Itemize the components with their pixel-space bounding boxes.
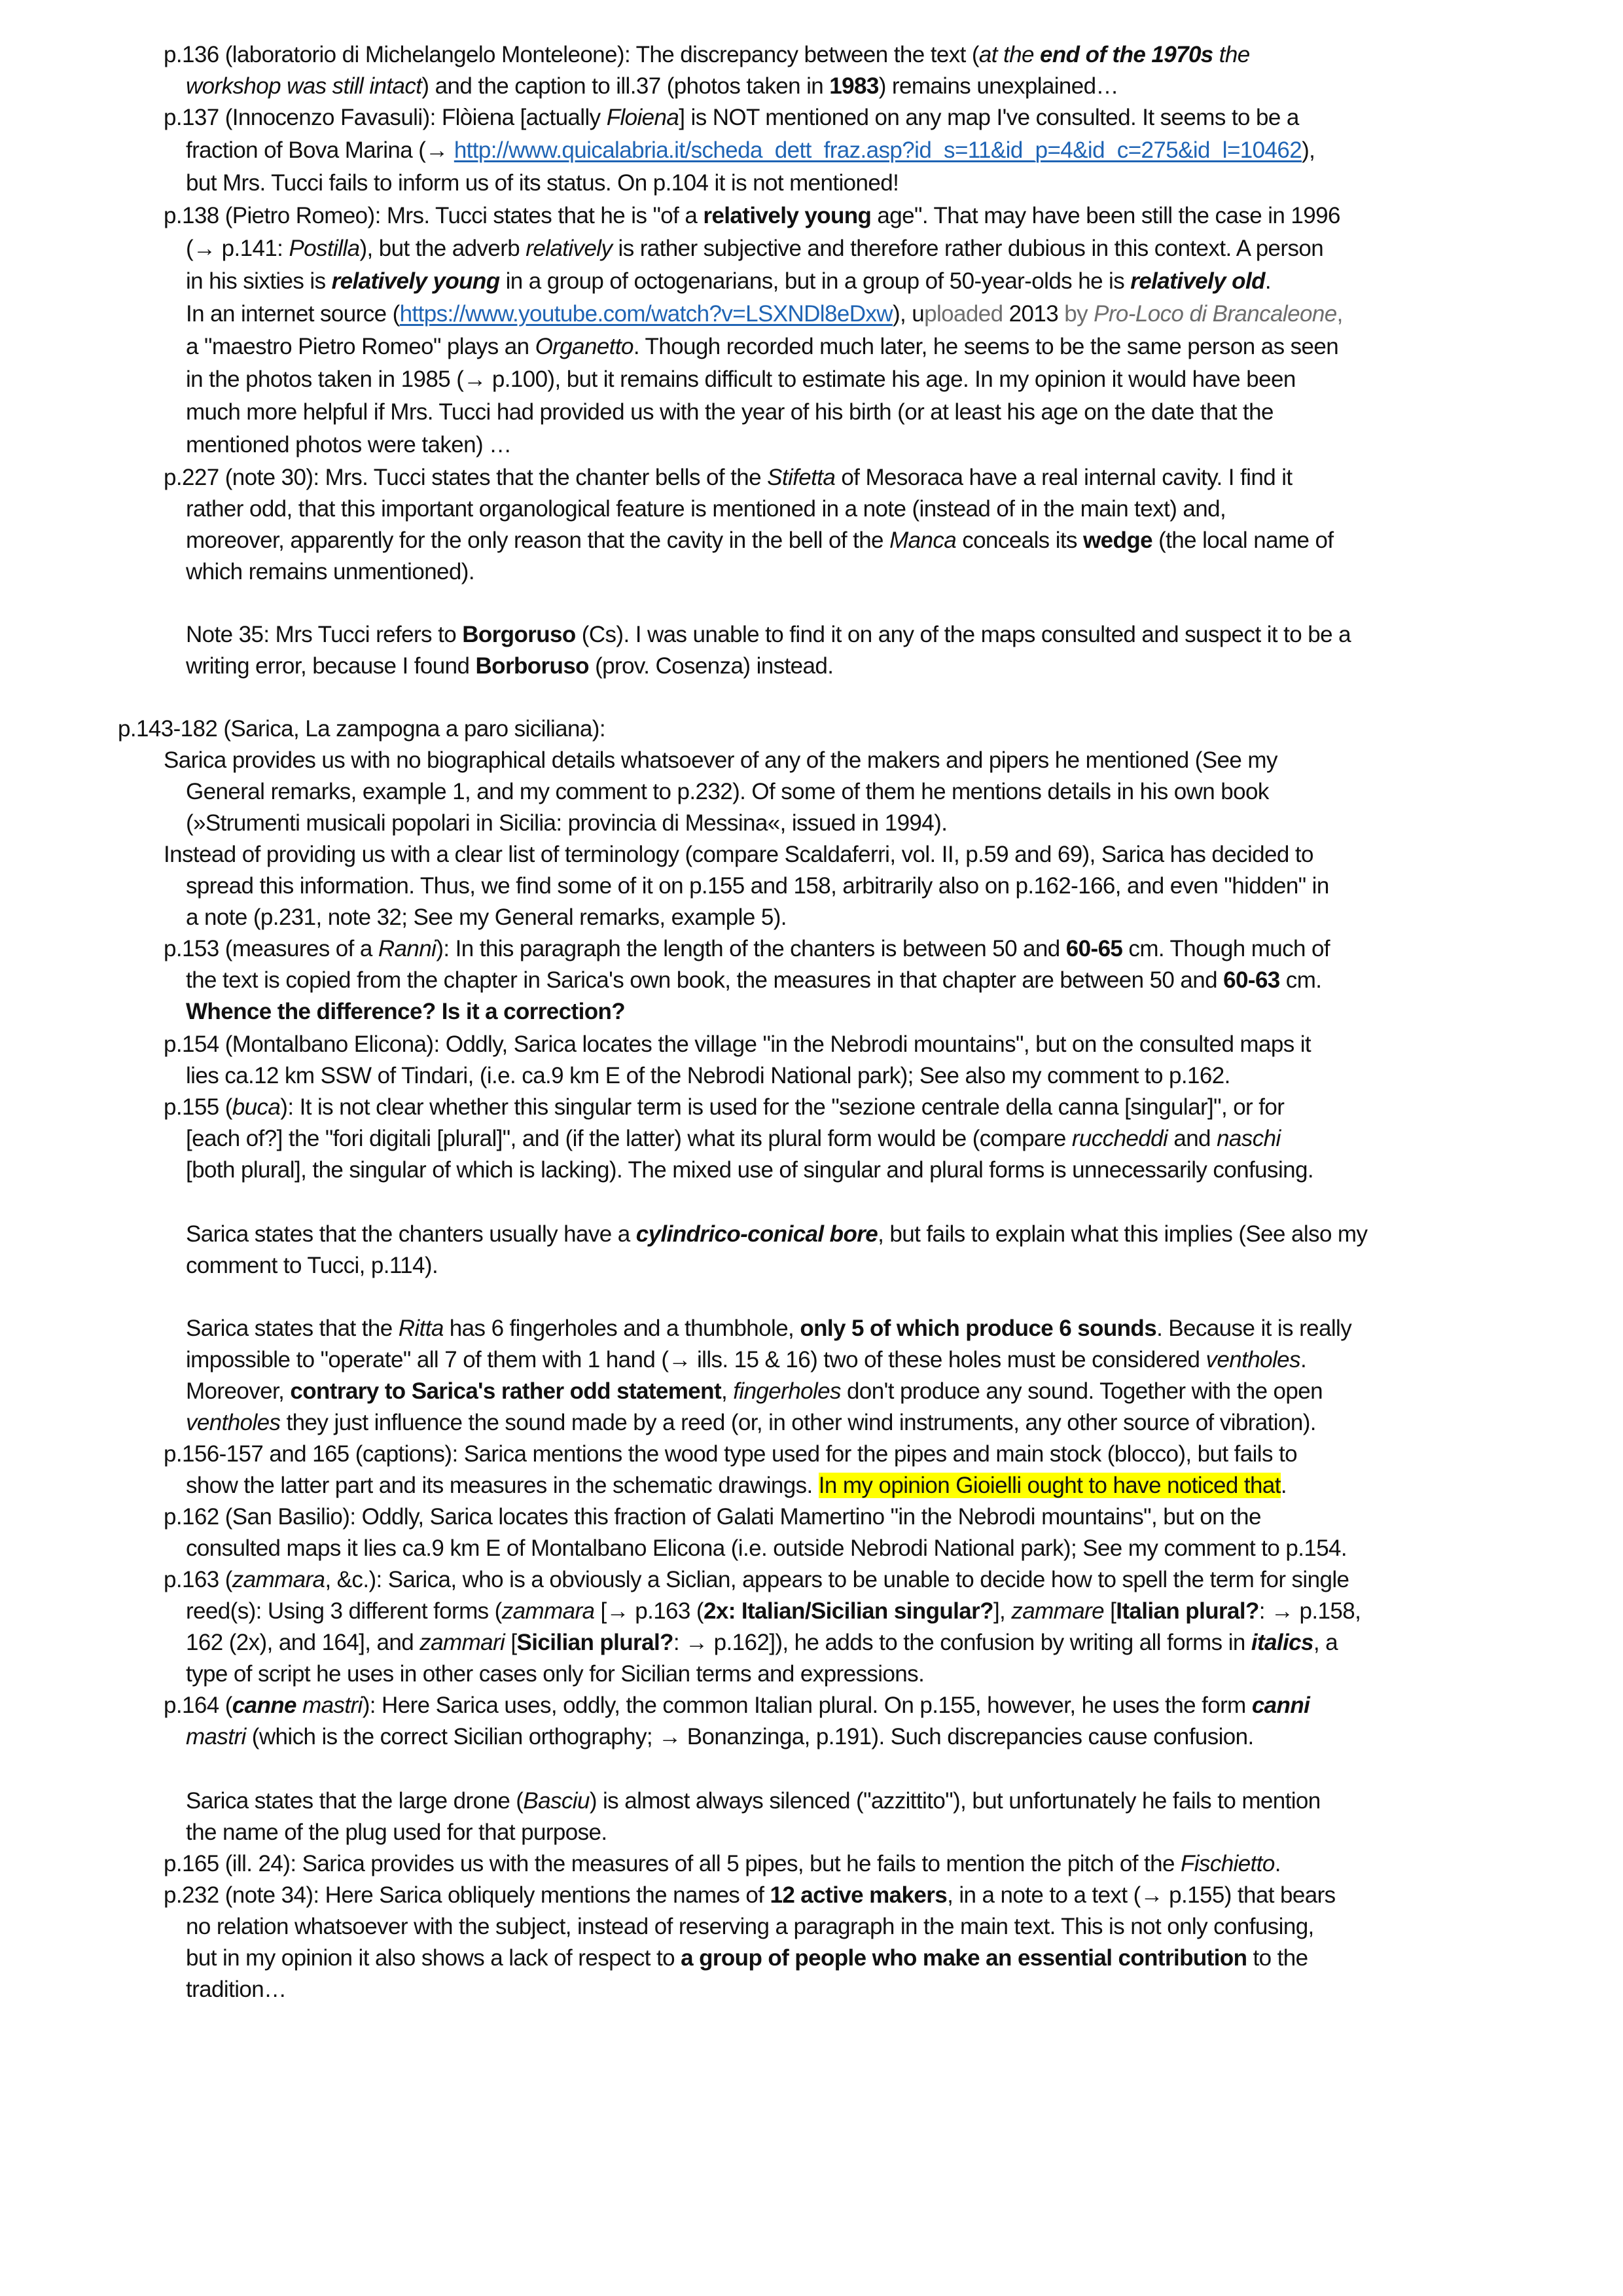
note35-line-1: Note 35: Mrs Tucci refers to Borgoruso (Cs). I was unable to find it on any of the maps consulted and suspect it to be a: [186, 622, 1351, 647]
entry-p163-line-1: p.163 (zammara, &c.): Sarica, who is a obviously a Siclian, appears to be unable to decide how to spell the term for single: [164, 1567, 1349, 1592]
entry-p165-line-1: p.165 (ill. 24): Sarica provides us with the measures of all 5 pipes, but he fails to mention the pitch of the Fischietto.: [164, 1851, 1281, 1876]
right-arrow-icon: →: [1140, 1882, 1164, 1908]
right-arrow-icon: →: [463, 367, 486, 392]
youtube-link[interactable]: https://www.youtube.com/watch?v=LSXNDl8eDxw: [399, 301, 893, 327]
entry-p155-line-5: comment to Tucci, p.114).: [186, 1253, 438, 1278]
highlighted-remark: In my opinion Gioielli ought to have noticed that: [818, 1473, 1281, 1498]
entry-p155-line-1: p.155 (buca): It is not clear whether this singular term is used for the "sezione centrale della canna [singular]", or for: [164, 1094, 1285, 1120]
entry-p155-line-7: impossible to "operate" all 7 of them with 1 hand (→ ills. 15 & 16) two of these holes must be considered ventholes.: [186, 1347, 1307, 1372]
note35-line-2: writing error, because I found Borboruso (prov. Cosenza) instead.: [186, 653, 834, 679]
right-arrow-icon: →: [193, 236, 216, 261]
sarica-remark-1-line-2: General remarks, example 1, and my comment to p.232). Of some of them he mentions details in his own book: [186, 779, 1269, 804]
entry-p227-line-3: moreover, apparently for the only reason that the cavity in the bell of the Manca conceals its wedge (the local name of: [186, 528, 1334, 553]
quicalabria-link[interactable]: http://www.quicalabria.it/scheda_dett_fraz.asp?id_s=11&id_p=4&id_c=275&id_l=10462: [454, 137, 1302, 163]
entry-p155-line-9: ventholes they just influence the sound made by a reed (or, in other wind instruments, any other source of vibration).: [186, 1410, 1316, 1435]
entry-p138-line-2: (→ p.141: Postilla), but the adverb relatively is rather subjective and therefore rather dubious in this context. A person: [186, 236, 1324, 261]
entry-p155-line-2: [each of?] the "fori digitali [plural]", and (if the latter) what its plural form would be (compare ruccheddi and naschi: [186, 1126, 1281, 1151]
entry-p137-line-2: fraction of Bova Marina (→ http://www.quicalabria.it/scheda_dett_fraz.asp?id_s=11&id_p=4&id_c=275&id_l=10462),: [186, 137, 1315, 163]
entry-p138-line-1: p.138 (Pietro Romeo): Mrs. Tucci states that he is "of a relatively young age". That may have been still the case in 1996: [164, 203, 1340, 228]
entry-p163-line-4: type of script he uses in other cases only for Sicilian terms and expressions.: [186, 1661, 925, 1687]
entry-p232-line-2: no relation whatsoever with the subject, instead of reserving a paragraph in the main text. This is not only confusing,: [186, 1914, 1314, 1939]
sarica-remark-2-line-2: spread this information. Thus, we find some of it on p.155 and 158, arbitrarily also on p.162-166, and even "hidden" in: [186, 873, 1329, 899]
entry-p164-line-4: the name of the plug used for that purpose.: [186, 1820, 607, 1845]
entry-p137-line-1: p.137 (Innocenzo Favasuli): Flòiena [actually Floiena] is NOT mentioned on any map I've consulted. It seems to be a: [164, 105, 1299, 130]
entry-p136-line-2: workshop was still intact) and the caption to ill.37 (photos taken in 1983) remains unexplained…: [186, 73, 1118, 99]
right-arrow-icon: →: [658, 1724, 681, 1749]
entry-p155-line-3: [both plural], the singular of which is lacking). The mixed use of singular and plural forms is unnecessarily confusing.: [186, 1157, 1313, 1183]
entry-p154-line-2: lies ca.12 km SSW of Tindari, (i.e. ca.9 km E of the Nebrodi National park); See also my comment to p.162.: [186, 1063, 1230, 1088]
entry-p155-line-6: Sarica states that the Ritta has 6 fingerholes and a thumbhole, only 5 of which produce 6 sounds. Because it is really: [186, 1316, 1352, 1341]
entry-p227-line-1: p.227 (note 30): Mrs. Tucci states that the chanter bells of the Stifetta of Mesoraca have a real internal cavity. I find it: [164, 465, 1293, 490]
entry-p227-line-4: which remains unmentioned).: [186, 559, 474, 584]
section-heading-sarica: p.143-182 (Sarica, La zampogna a paro siciliana):: [118, 716, 605, 742]
entry-p163-line-2: reed(s): Using 3 different forms (zammara [→ p.163 (2x: Italian/Sicilian singular?], zammare [Italian plural?: → p.158,: [186, 1598, 1361, 1624]
entry-p232-line-4: tradition…: [186, 1977, 287, 2002]
entry-p156-line-2: show the latter part and its measures in the schematic drawings. In my opinion Gioielli ought to have noticed that.: [186, 1473, 1287, 1498]
entry-p227-line-2: rather odd, that this important organological feature is mentioned in a note (instead of in the main text) and,: [186, 496, 1226, 522]
sarica-remark-1-line-1: Sarica provides us with no biographical details whatsoever of any of the makers and pipers he mentioned (See my: [164, 747, 1277, 773]
entry-p156-line-1: p.156-157 and 165 (captions): Sarica mentions the wood type used for the pipes and main stock (blocco), but fails to: [164, 1441, 1297, 1467]
entry-p232-line-1: p.232 (note 34): Here Sarica obliquely mentions the names of 12 active makers, in a note to a text (→ p.155) that bears: [164, 1882, 1336, 1908]
entry-p138-line-5: a "maestro Pietro Romeo" plays an Organetto. Though recorded much later, he seems to be the same person as seen: [186, 334, 1339, 359]
entry-p162-line-2: consulted maps it lies ca.9 km E of Montalbano Elicona (i.e. outside Nebrodi National park); See my comment to p.154.: [186, 1535, 1347, 1561]
entry-p155-line-4: Sarica states that the chanters usually have a cylindrico-conical bore, but fails to explain what this implies (See also my: [186, 1221, 1368, 1247]
entry-p155-line-8: Moreover, contrary to Sarica's rather odd statement, fingerholes don't produce any sound. Together with the open: [186, 1378, 1323, 1404]
entry-p153-line-2: the text is copied from the chapter in Sarica's own book, the measures in that chapter are between 50 and 60-63 cm.: [186, 967, 1322, 993]
entry-p138-line-3: in his sixties is relatively young in a group of octogenarians, but in a group of 50-year-olds he is relatively old.: [186, 268, 1271, 294]
sarica-remark-1-line-3: (»Strumenti musicali popolari in Sicilia: provincia di Messina«, issued in 1994).: [186, 810, 948, 836]
entry-p138-line-7: much more helpful if Mrs. Tucci had provided us with the year of his birth (or at least his age on the date that the: [186, 399, 1274, 425]
right-arrow-icon: →: [685, 1630, 708, 1655]
entry-p138-line-4: In an internet source (https://www.youtube.com/watch?v=LSXNDl8eDxw), uploaded 2013 by Pro-Loco di Brancaleone,: [186, 301, 1343, 327]
entry-p164-line-3: Sarica states that the large drone (Basciu) is almost always silenced ("azzittito"), but unfortunately he fails to mention: [186, 1788, 1321, 1814]
entry-p163-line-3: 162 (2x), and 164], and zammari [Sicilian plural?: → p.162]), he adds to the confusion by writing all forms in italics, a: [186, 1630, 1338, 1655]
entry-p164-line-2: mastri (which is the correct Sicilian orthography; → Bonanzinga, p.191). Such discrepancies cause confusion.: [186, 1724, 1254, 1749]
right-arrow-icon: →: [668, 1347, 691, 1372]
entry-p164-line-1: p.164 (canne mastri): Here Sarica uses, oddly, the common Italian plural. On p.155, however, he uses the form canni: [164, 1693, 1310, 1718]
entry-p153-line-3: Whence the difference? Is it a correction?: [186, 999, 626, 1024]
entry-p138-line-6: in the photos taken in 1985 (→ p.100), but it remains difficult to estimate his age. In my opinion it would have been: [186, 367, 1296, 392]
right-arrow-icon: →: [606, 1598, 630, 1624]
entry-p154-line-1: p.154 (Montalbano Elicona): Oddly, Sarica locates the village "in the Nebrodi mountains", but on the consulted maps it: [164, 1031, 1311, 1057]
entry-p162-line-1: p.162 (San Basilio): Oddly, Sarica locates this fraction of Galati Mamertino "in the Nebrodi mountains", but on the: [164, 1504, 1261, 1530]
sarica-remark-2-line-3: a note (p.231, note 32; See my General remarks, example 5).: [186, 905, 787, 930]
sarica-remark-2-line-1: Instead of providing us with a clear list of terminology (compare Scaldaferri, vol. II, p.59 and 69), Sarica has decided to: [164, 842, 1313, 867]
right-arrow-icon: →: [425, 137, 448, 163]
entry-p232-line-3: but in my opinion it also shows a lack of respect to a group of people who make an essential contribution to the: [186, 1945, 1308, 1971]
entry-p138-line-8: mentioned photos were taken) …: [186, 432, 512, 457]
entry-p153-line-1: p.153 (measures of a Ranni): In this paragraph the length of the chanters is between 50 and 60-65 cm. Though much of: [164, 936, 1330, 961]
entry-p137-line-3: but Mrs. Tucci fails to inform us of its status. On p.104 it is not mentioned!: [186, 170, 899, 196]
right-arrow-icon: →: [1271, 1598, 1294, 1624]
entry-p136-line-1: p.136 (laboratorio di Michelangelo Monteleone): The discrepancy between the text (at the end of the 1970s the: [164, 42, 1250, 67]
